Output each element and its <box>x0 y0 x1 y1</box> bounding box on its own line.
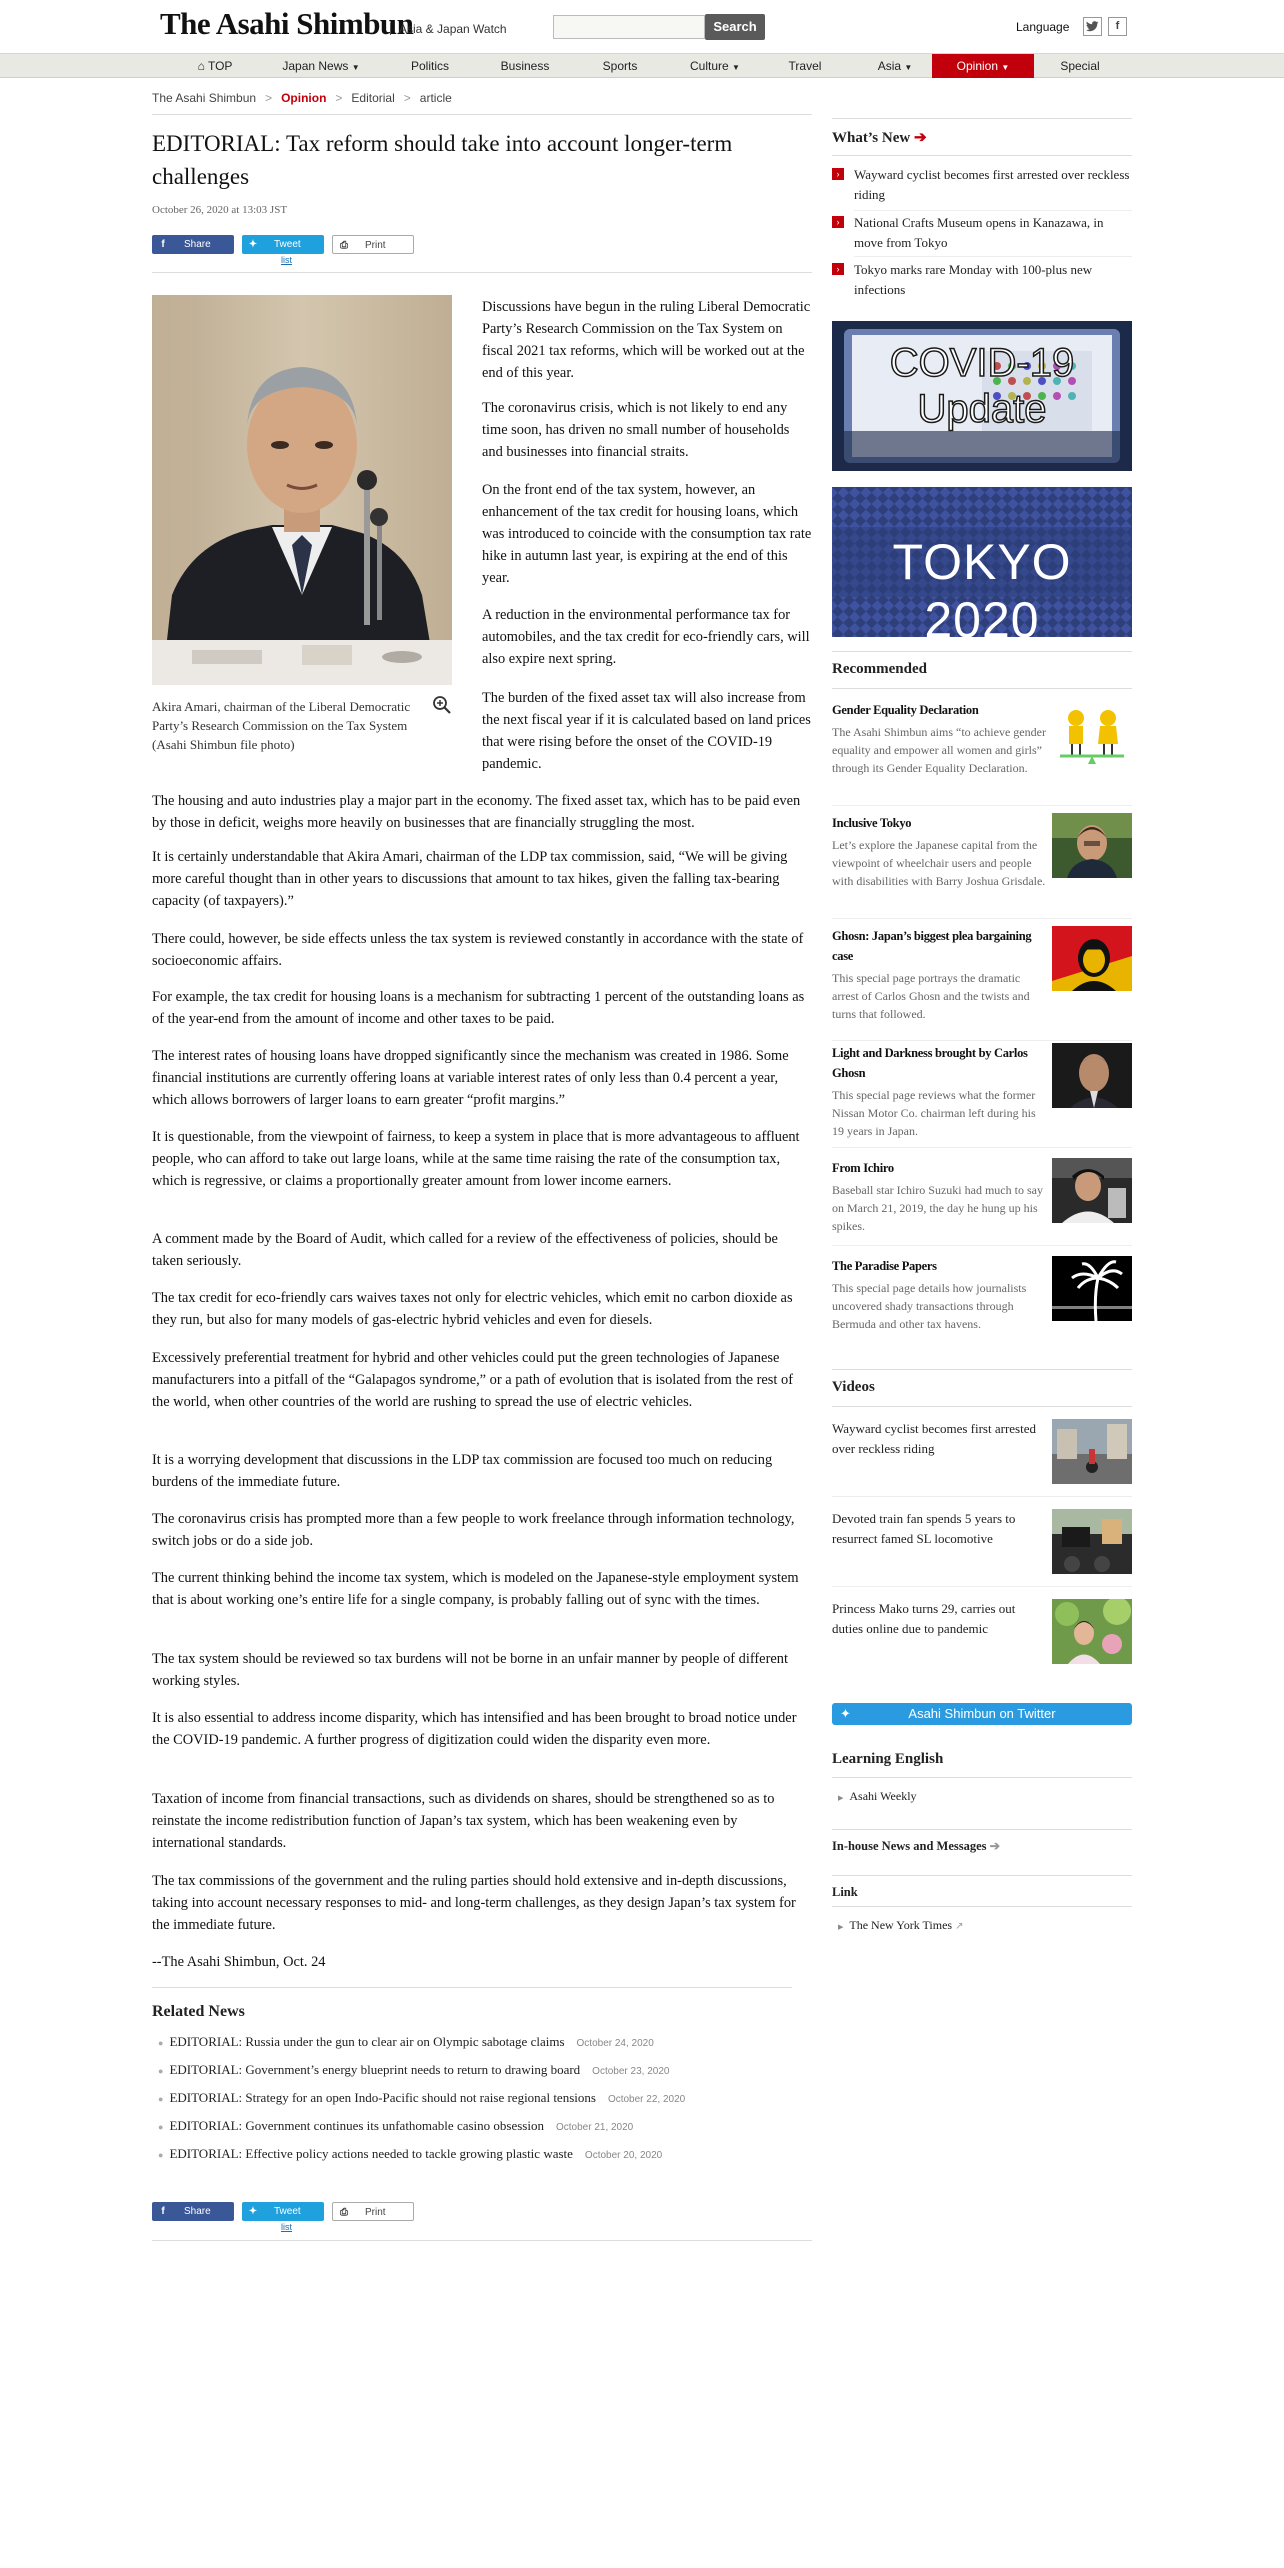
nav-japan-news-label: Japan News <box>282 59 349 73</box>
tweet-label: Tweet <box>274 239 301 250</box>
related-news-item[interactable] <box>158 2118 633 2134</box>
home-icon: ⌂ <box>197 59 205 73</box>
tweet-button[interactable] <box>242 2202 324 2221</box>
whats-new-item-title[interactable]: Wayward cyclist becomes first arrested over reckless riding <box>854 167 1130 202</box>
nav-travel[interactable]: Travel <box>788 59 822 73</box>
nav-sports[interactable]: Sports <box>602 59 638 73</box>
nav-top[interactable] <box>180 54 250 78</box>
facebook-share-button[interactable] <box>152 235 234 254</box>
nav-politics[interactable]: Politics <box>410 59 449 73</box>
nav-opinion-label: Opinion <box>956 59 999 73</box>
article-photo[interactable] <box>152 295 452 685</box>
covid-banner-title: COVID-19 <box>889 341 1075 385</box>
chevron-right-icon: › <box>832 168 844 180</box>
divider <box>152 272 812 273</box>
video-title[interactable]: Devoted train fan spends 5 years to resurrect famed SL locomotive <box>832 1511 1016 1546</box>
paradise-papers-thumbnail[interactable] <box>1052 1256 1132 1321</box>
nytimes-link[interactable] <box>838 1918 963 1933</box>
ghosn-light-darkness-thumbnail[interactable] <box>1052 1043 1132 1108</box>
article-paragraph: Discussions have begun in the ruling Liberal Democratic Party’s Research Commission on the Tax System on fiscal 2021 tax reforms, which will be worked out at the end of this year. <box>482 299 811 381</box>
site-header <box>0 0 1284 53</box>
divider <box>832 805 1132 806</box>
article-paragraph: Taxation of income from financial transactions, such as dividends on shares, should be strengthened so as to reinstate the income redistribution function of Japan’s tax system, which has been weakening even by international standards. <box>152 1791 775 1851</box>
recommended-title[interactable]: The Paradise Papers <box>832 1259 937 1273</box>
article-paragraph: A reduction in the environmental performance tax for automobiles, and the tax credit for eco-friendly cars, will also expire next spring. <box>482 607 810 667</box>
printer-icon: ⎙ <box>340 2207 348 2218</box>
tweet-button[interactable] <box>242 235 324 254</box>
article-paragraph: It is certainly understandable that Akira Amari, chairman of the LDP tax commission, said, “We will be giving more careful thought than in other years to discussions that amount to tax hikes, given the falling tax-bearing capacity (of taxpayers).” <box>152 849 788 909</box>
divider <box>832 1040 1132 1041</box>
breadcrumb <box>152 91 452 105</box>
divider <box>152 114 812 115</box>
divider <box>832 688 1132 689</box>
related-news-date: October 20, 2020 <box>584 2150 663 2161</box>
breadcrumb-separator: > <box>335 91 343 105</box>
video-item[interactable] <box>832 1419 1132 1459</box>
divider <box>832 1406 1132 1407</box>
recommended-desc: Let’s explore the Japanese capital from the viewpoint of wheelchair users and people with disabilities with Barry Joshua Grisdale. <box>832 838 1046 888</box>
divider <box>854 256 1132 257</box>
related-news-title[interactable]: EDITORIAL: Government continues its unfathomable casino obsession <box>169 2118 544 2133</box>
related-news-date: October 24, 2020 <box>576 2038 654 2049</box>
facebook-icon: f <box>161 239 165 250</box>
divider <box>832 651 1132 652</box>
search-input[interactable] <box>553 15 705 39</box>
recommended-desc: This special page details how journalists uncovered shady transactions through Bermuda and other tax havens. <box>832 1281 1027 1331</box>
recommended-item[interactable] <box>832 1043 1132 1140</box>
recommended-item[interactable] <box>832 700 1132 777</box>
nav-japan-news[interactable] <box>266 54 376 78</box>
nav-culture-label: Culture <box>690 59 729 73</box>
bullet-icon: ● <box>158 2038 164 2048</box>
article-paragraph: The tax system should be reviewed so tax burdens will not be borne in an unfair manner by people of different working styles. <box>152 1651 788 1689</box>
twitter-icon[interactable] <box>1083 17 1102 36</box>
nav-special[interactable]: Special <box>1060 59 1100 73</box>
bullet-icon: ● <box>158 2122 164 2132</box>
twitter-icon: ✦ <box>248 2206 258 2217</box>
related-news-item[interactable] <box>158 2146 662 2162</box>
caret-down-icon: ▼ <box>904 63 913 72</box>
whats-new-item-title[interactable]: National Crafts Museum opens in Kanazawa, in move from Tokyo <box>854 215 1104 250</box>
share-bar-top <box>152 235 812 265</box>
external-link-icon: ↗ <box>955 1921 964 1932</box>
nav-culture[interactable] <box>675 54 755 78</box>
facebook-share-label: Share <box>184 2206 211 2217</box>
divider <box>832 1777 1132 1778</box>
breadcrumb-current: article <box>419 91 452 105</box>
arrow-right-icon: ➔ <box>989 1839 1001 1853</box>
recommended-desc: This special page reviews what the former Nissan Motor Co. chairman left during his 19 years in Japan. <box>832 1088 1036 1138</box>
tweet-label: Tweet <box>274 2206 301 2217</box>
whats-new-item[interactable] <box>832 213 1132 253</box>
divider <box>832 1875 1132 1876</box>
divider <box>832 118 1132 119</box>
inhouse-news-link[interactable] <box>832 1838 1000 1854</box>
recommended-item[interactable] <box>832 1256 1132 1333</box>
related-news-title[interactable]: EDITORIAL: Effective policy actions needed to tackle growing plastic waste <box>169 2146 573 2161</box>
nav-asia-label: Asia <box>877 59 902 73</box>
twitter-icon: ✦ <box>248 239 258 250</box>
whats-new-item[interactable] <box>832 165 1132 205</box>
divider <box>854 210 1132 211</box>
breadcrumb-separator: > <box>403 91 411 105</box>
ghosn-plea-thumbnail[interactable] <box>1052 926 1132 991</box>
video-thumbnail[interactable] <box>1052 1509 1132 1574</box>
nav-opinion[interactable] <box>932 54 1034 78</box>
bullet-icon: ● <box>158 2066 164 2076</box>
facebook-share-label: Share <box>184 239 211 250</box>
gender-equality-thumbnail[interactable] <box>1052 700 1132 765</box>
recommended-desc: Baseball star Ichiro Suzuki had much to say on March 21, 2019, the day he hung up his spikes. <box>832 1183 1043 1233</box>
printer-icon: ⎙ <box>340 240 348 251</box>
recommended-desc: The Asahi Shimbun aims “to achieve gender equality and empower all women and girls” through its Gender Equality Declaration. <box>832 725 1046 775</box>
divider <box>832 155 1132 156</box>
article-paragraph: The burden of the fixed asset tax will also increase from the next fiscal year if it is calculated based on land prices that were rising before the onset of the COVID-19 pandemic. <box>482 690 811 772</box>
video-title[interactable]: Wayward cyclist becomes first arrested over reckless riding <box>832 1421 1036 1456</box>
recommended-item[interactable] <box>832 813 1132 890</box>
breadcrumb-separator: > <box>265 91 273 105</box>
whats-new-title: What’s New <box>832 130 911 146</box>
recommended-title[interactable]: Light and Darkness brought by Carlos Ghosn <box>832 1046 1028 1080</box>
breadcrumb-editorial[interactable]: Editorial <box>351 91 395 105</box>
recommended-title[interactable]: Gender Equality Declaration <box>832 703 979 717</box>
caret-down-icon: ▼ <box>1001 63 1010 72</box>
site-logo[interactable]: The Asahi Shimbun <box>160 6 414 41</box>
nav-top-label: TOP <box>207 59 233 73</box>
article-paragraph: The coronavirus crisis, which is not likely to end any time soon, has driven no small number of households and businesses into financial straits. <box>482 400 790 460</box>
whats-new-item[interactable] <box>832 260 1132 300</box>
recommended-title[interactable]: Inclusive Tokyo <box>832 816 912 830</box>
video-item[interactable] <box>832 1599 1132 1639</box>
tokyo-2020-label: TOKYO 2020 <box>892 534 1072 637</box>
nytimes-label[interactable]: The New York Times <box>849 1918 953 1932</box>
search-button[interactable]: Search <box>705 14 765 40</box>
related-news-date: October 22, 2020 <box>607 2094 686 2105</box>
related-news-title[interactable]: EDITORIAL: Russia under the gun to clear air on Olympic sabotage claims <box>169 2034 565 2049</box>
covid-banner-subtitle: Update <box>917 387 1047 431</box>
covid-update-banner[interactable] <box>832 321 1132 471</box>
recommended-heading: Recommended <box>832 661 927 677</box>
language-link[interactable]: Language <box>1016 20 1070 34</box>
whats-new-item-title[interactable]: Tokyo marks rare Monday with 100-plus new infections <box>854 262 1093 297</box>
divider <box>832 1369 1132 1370</box>
article-paragraph: The tax credit for eco-friendly cars waives taxes not only for electric vehicles, which emit no carbon dioxide as they run, but also for many models of gas-electric hybrid vehicles and even for diesels. <box>152 1290 793 1328</box>
triangle-right-icon: ▶ <box>838 1923 844 1931</box>
related-news-item[interactable] <box>158 2034 654 2050</box>
divider <box>832 1586 1132 1587</box>
tweet-list-link[interactable]: list <box>281 255 292 265</box>
divider <box>832 918 1132 919</box>
facebook-icon: f <box>161 2206 165 2217</box>
print-button[interactable] <box>332 2202 414 2221</box>
tokyo-2020-banner[interactable] <box>832 487 1132 637</box>
video-item[interactable] <box>832 1509 1132 1549</box>
related-news-date: October 21, 2020 <box>555 2122 634 2133</box>
videos-heading: Videos <box>832 1379 875 1395</box>
divider <box>832 1906 1132 1907</box>
article-paragraph: The interest rates of housing loans have dropped significantly since the mechanism was created in 1986. Some financial institutions are currently offering loans at variable interest rates of only less than 0.4 percent a year, which allows borrowers of larger loans to earn greater “profit margins.” <box>152 1048 789 1108</box>
recommended-item[interactable] <box>832 926 1132 1023</box>
recommended-title[interactable]: Ghosn: Japan’s biggest plea bargaining case <box>832 929 1032 963</box>
chevron-right-icon: › <box>832 263 844 275</box>
inclusive-tokyo-thumbnail[interactable] <box>1052 813 1132 878</box>
article-title: EDITORIAL: Tax reform should take into account longer-term challenges <box>152 131 733 189</box>
link-heading: Link <box>832 1885 858 1899</box>
triangle-right-icon: ▶ <box>838 1794 844 1802</box>
related-news-title[interactable]: EDITORIAL: Government’s energy blueprint needs to return to drawing board <box>169 2062 581 2077</box>
article-paragraph: The coronavirus crisis has prompted more than a few people to work freelance through information technology, switch jobs or do a side job. <box>152 1511 795 1549</box>
photo-caption: Akira Amari, chairman of the Liberal Democratic Party’s Research Commission on the Tax System (Asahi Shimbun file photo) <box>152 699 411 752</box>
divider <box>832 1245 1132 1246</box>
twitter-icon: ✦ <box>840 1706 851 1721</box>
video-thumbnail[interactable] <box>1052 1419 1132 1484</box>
article-paragraph: On the front end of the tax system, however, an enhancement of the tax credit for housing loans, which was introduced to coincide with the consumption tax rate hike in autumn last year, is expiring at the end of this year. <box>482 482 812 586</box>
nav-asia[interactable] <box>855 54 935 78</box>
zoom-icon[interactable] <box>432 695 452 715</box>
recommended-item[interactable] <box>832 1158 1132 1235</box>
divider <box>152 1987 792 1988</box>
recommended-title[interactable]: From Ichiro <box>832 1161 894 1175</box>
caret-down-icon: ▼ <box>732 63 740 72</box>
video-thumbnail[interactable] <box>1052 1599 1132 1664</box>
asahi-twitter-link[interactable] <box>832 1703 1132 1725</box>
video-title[interactable]: Princess Mako turns 29, carries out duties online due to pandemic <box>832 1601 1016 1636</box>
bullet-icon: ● <box>158 2150 164 2160</box>
related-news-title[interactable]: EDITORIAL: Strategy for an open Indo-Pacific should not raise regional tensions <box>169 2090 596 2105</box>
caret-down-icon: ▼ <box>351 63 360 72</box>
recommended-desc: This special page portrays the dramatic arrest of Carlos Ghosn and the twists and turns that followed. <box>832 971 1030 1021</box>
article-paragraph: A comment made by the Board of Audit, which called for a review of the effectiveness of policies, should be taken seriously. <box>152 1231 778 1269</box>
article-paragraph: It is also essential to address income disparity, which has intensified and has been brought to broad notice under the COVID-19 pandemic. A further progress of digitization could widen the disparity even more. <box>152 1710 797 1748</box>
divider <box>152 2240 812 2241</box>
print-label: Print <box>365 2207 386 2218</box>
article-paragraph: There could, however, be side effects unless the tax system is reviewed constantly in accordance with the state of socioeconomic affairs. <box>152 931 804 969</box>
related-news-item[interactable] <box>158 2062 669 2078</box>
whats-new-heading[interactable] <box>832 128 927 147</box>
asahi-weekly-label[interactable]: Asahi Weekly <box>849 1789 917 1803</box>
article-paragraph: The tax commissions of the government and the ruling parties should hold extensive and in-depth discussions, taking into account necessary responses to mid- and long-term challenges, as they design Japan’s tax system for the immediate future. <box>152 1873 796 1933</box>
nav-business[interactable]: Business <box>500 59 550 73</box>
print-button[interactable] <box>332 235 414 254</box>
print-label: Print <box>365 240 386 251</box>
site-logo-subtitle: Asia & Japan Watch <box>390 23 507 35</box>
asahi-weekly-link[interactable] <box>838 1789 917 1804</box>
asahi-twitter-label: Asahi Shimbun on Twitter <box>908 1706 1056 1721</box>
chevron-right-icon: › <box>832 216 844 228</box>
share-bar-bottom <box>152 2202 812 2232</box>
inhouse-news-label: In-house News and Messages <box>832 1839 987 1853</box>
tweet-list-link[interactable]: list <box>281 2222 292 2232</box>
related-news-item[interactable] <box>158 2090 685 2106</box>
divider <box>832 1496 1132 1497</box>
divider <box>832 1829 1132 1830</box>
related-news-heading: Related News <box>152 2003 245 2020</box>
article-paragraph: Excessively preferential treatment for hybrid and other vehicles could put the green technologies of Japanese manufacturers into a pitfall of the “Galapagos syndrome,” or a path of evolution that is isolated from the rest of the world, when other countries of the world are rushing to spread the use of electric vehicles. <box>152 1350 793 1410</box>
article-paragraph: It is questionable, from the viewpoint of fairness, to keep a system in place that is more advantageous to affluent people, who can afford to take out large loans, while at the same time raising the rate of the consumption tax, which is regressive, or claims a proportionally greater amount from lower income earners. <box>152 1129 800 1189</box>
article-paragraph: It is a worrying development that discussions in the LDP tax commission are focused too much on reducing burdens of the immediate future. <box>152 1452 773 1490</box>
facebook-share-button[interactable] <box>152 2202 234 2221</box>
ichiro-thumbnail[interactable] <box>1052 1158 1132 1223</box>
related-news-date: October 23, 2020 <box>592 2066 670 2077</box>
article-paragraph: For example, the tax credit for housing loans is a mechanism for subtracting 1 percent of the outstanding loans as of the year-end from the amount of income and other taxes to be paid. <box>152 989 805 1027</box>
breadcrumb-opinion[interactable]: Opinion <box>281 91 327 105</box>
article-date: October 26, 2020 at 13:03 JST <box>152 204 288 216</box>
main-nav <box>0 53 1284 78</box>
article-paragraph: The current thinking behind the income tax system, which is modeled on the Japanese-style employment system that is about working one’s entire life for a single company, is probably falling out of sync with the times. <box>152 1570 799 1608</box>
divider <box>832 1147 1132 1148</box>
learning-english-heading: Learning English <box>832 1751 944 1767</box>
bullet-icon: ● <box>158 2094 164 2104</box>
article-paragraph: The housing and auto industries play a major part in the economy. The fixed asset tax, which has to be paid even by those in deficit, weighs more heavily on businesses that are financially struggling the most. <box>152 793 801 831</box>
breadcrumb-home[interactable]: The Asahi Shimbun <box>152 91 257 105</box>
arrow-right-icon: ➔ <box>913 130 927 146</box>
facebook-icon[interactable]: f <box>1108 17 1127 36</box>
article-signature: --The Asahi Shimbun, Oct. 24 <box>152 1954 326 1970</box>
